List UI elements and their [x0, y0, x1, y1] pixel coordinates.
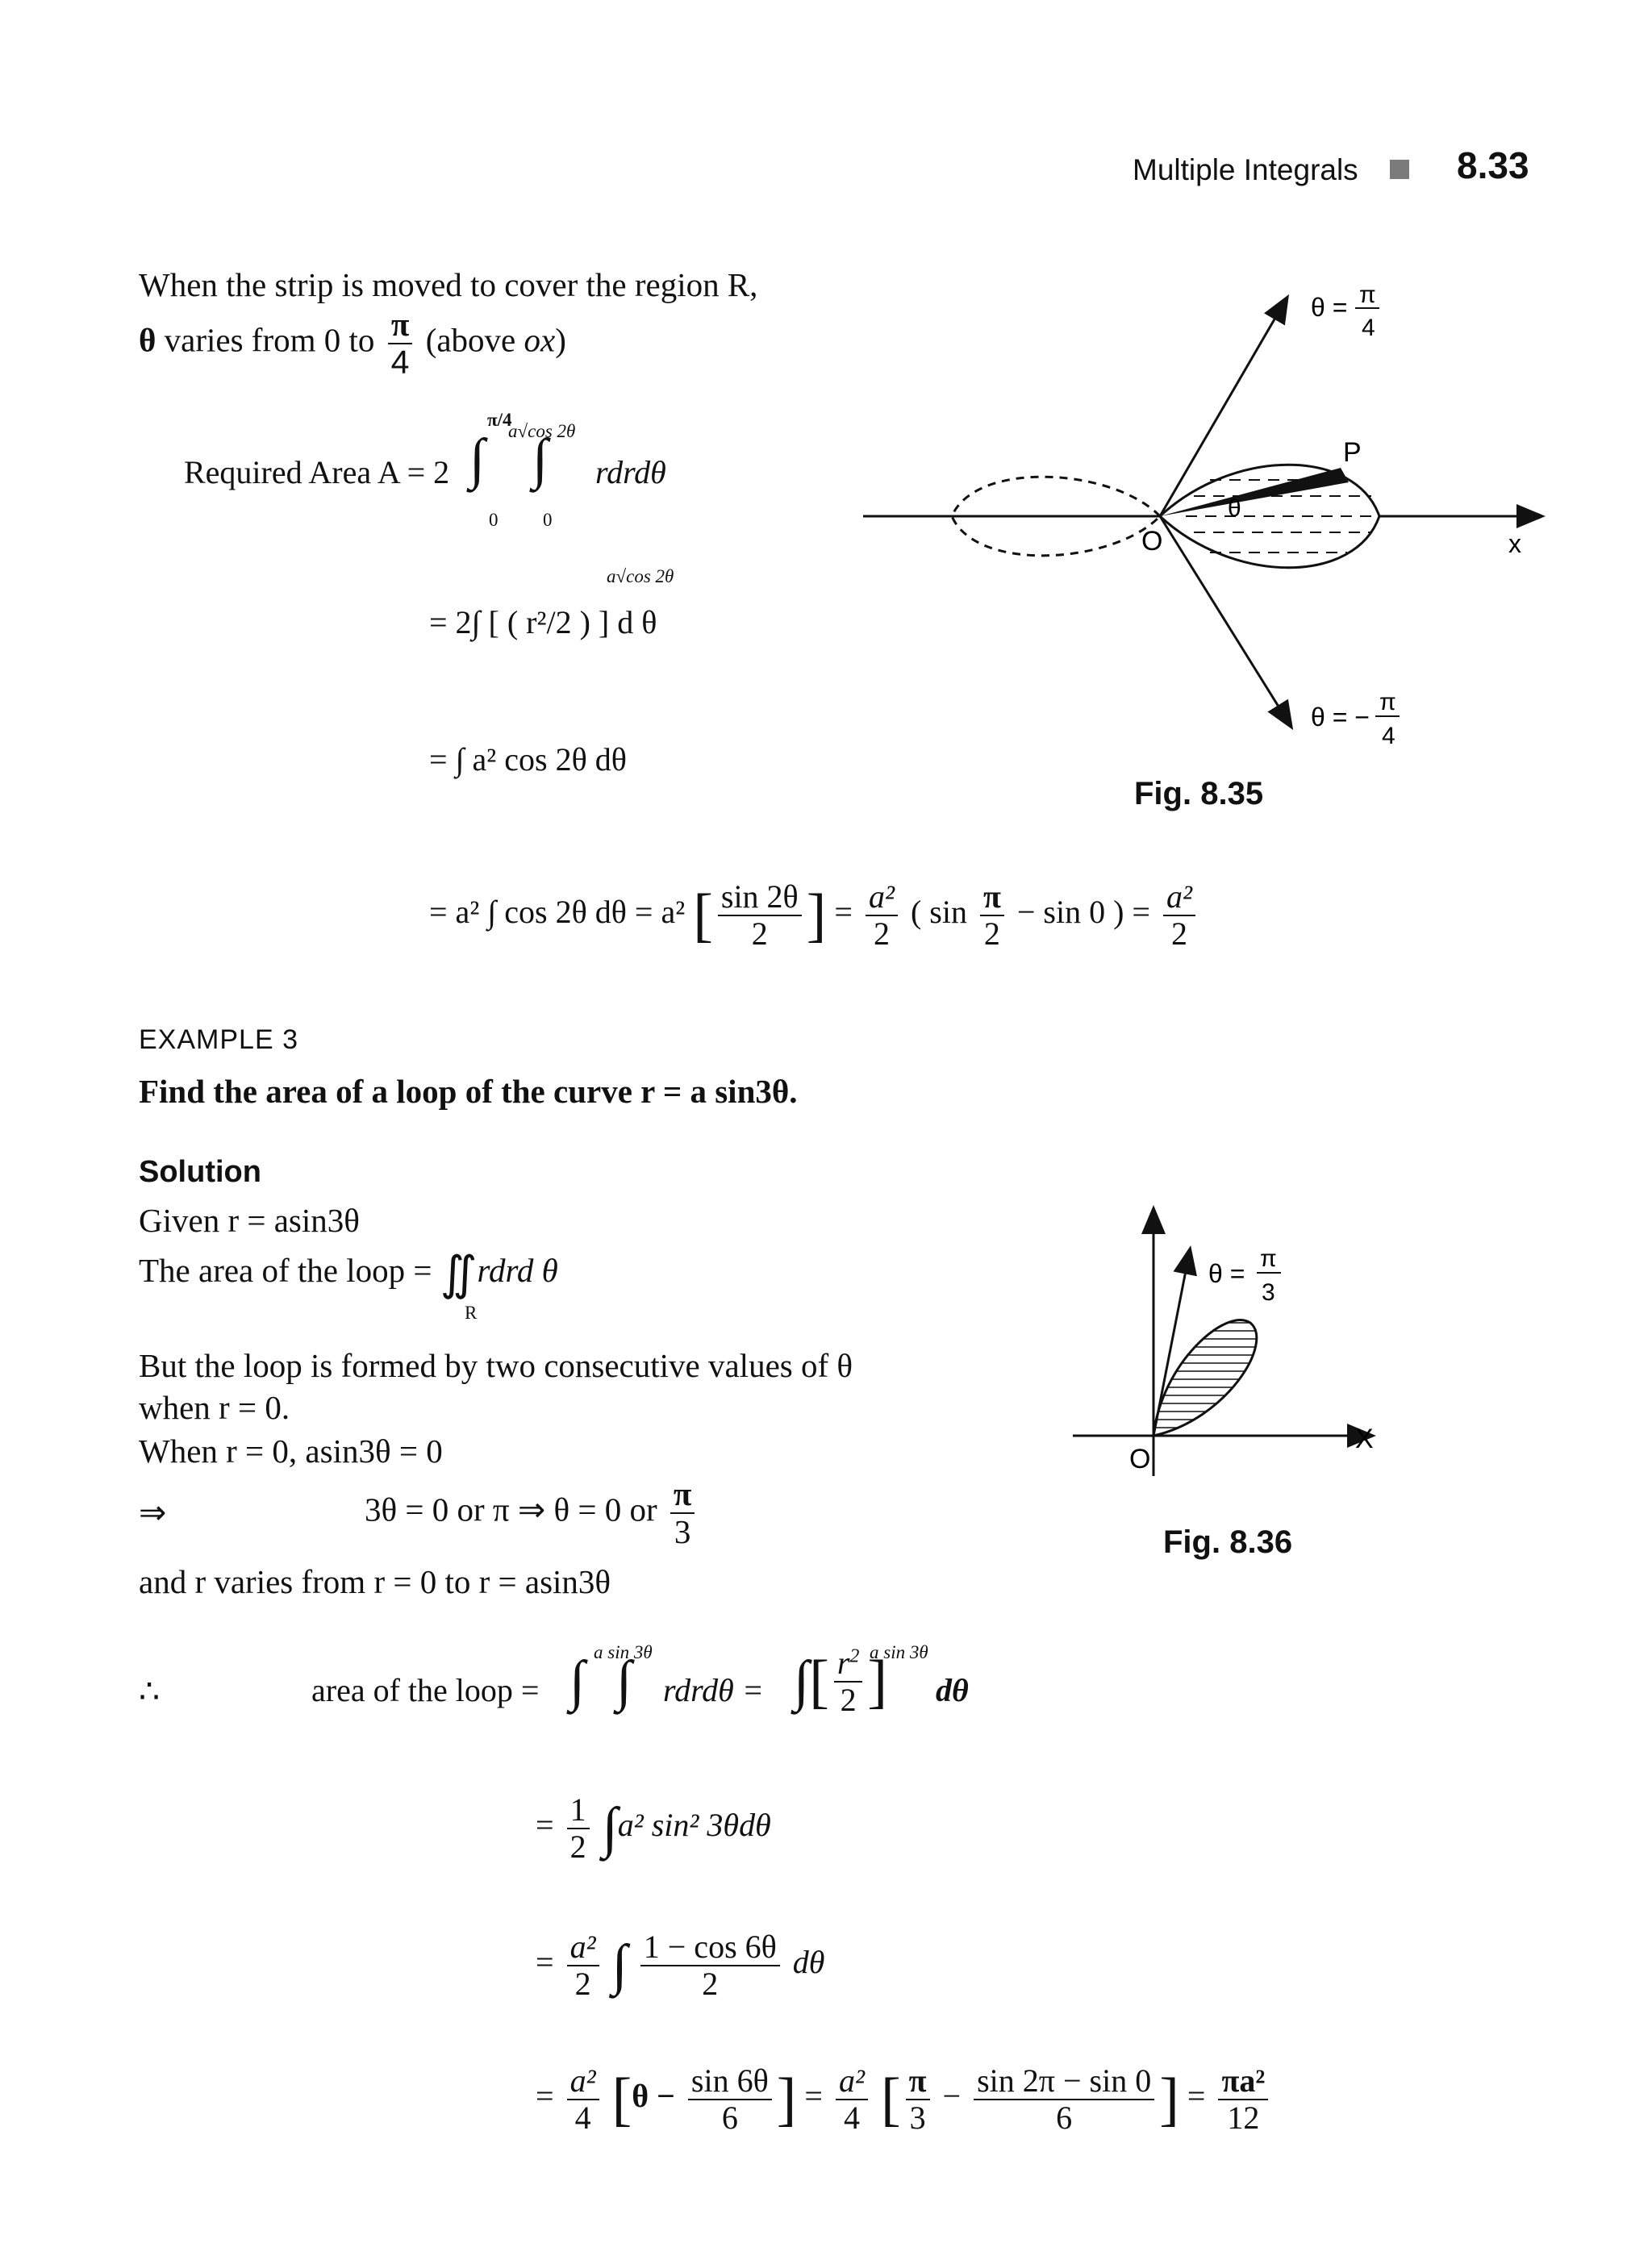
loop-area-region: R: [465, 1303, 478, 1323]
petal: [1153, 1320, 1257, 1436]
example-heading: EXAMPLE 3: [139, 1024, 298, 1055]
header-marker: [1390, 160, 1409, 179]
intro-line-2: θ varies from 0 to $\frac{\pi}{4}$ (above ox): [139, 306, 566, 382]
sol-step-4: = $\frac{\text{a²}}{4}$ [θ − $\frac{\sin 6\theta}{6}$ ] = $\frac{\text{a²}}{4}$ [ $\frac{\pi}{3}$ − $\frac{\sin 2\pi - \sin 0}{6}$ ] = $\frac{\text{πa²}}{12}$: [536, 2063, 1273, 2136]
formed-line-1: But the loop is formed by two consecutive values of θ: [139, 1347, 853, 1384]
sol-step-2: = $\frac{1}{2}$ ∫a² sin² 3θdθ: [536, 1791, 771, 1865]
intro-line-1: When the strip is moved to cover the region R,: [139, 266, 758, 303]
label-x: x: [1508, 529, 1521, 558]
label-pi: π: [1260, 1245, 1277, 1272]
formed-line-2: when r = 0.: [139, 1389, 290, 1426]
label-3: 3: [1262, 1279, 1275, 1306]
step-2: = 2∫ [ ( r²/2 ) ] d θ: [429, 604, 657, 640]
loop-area-line: The area of the loop = ∬rdrd θ: [139, 1247, 558, 1300]
step-3: = ∫ a² cos 2θ dθ: [429, 741, 627, 778]
label-pi-top: π: [1359, 281, 1376, 308]
integral-sign-inner: ∫: [532, 428, 549, 490]
area-loop-label: area of the loop =: [311, 1672, 540, 1708]
label-4-top: 4: [1362, 315, 1375, 341]
required-area-label: Required Area A = 2: [184, 454, 450, 490]
sol-step-3: = $\frac{\text{a²}}{2}$ ∫ $\frac{1 - \cos 6\theta}{2}$ dθ: [536, 1929, 825, 2002]
ray-pi-3: [1153, 1250, 1190, 1436]
varies-line: and r varies from r = 0 to r = asin3θ: [139, 1563, 611, 1600]
area-bracket: ∫[ $\frac{r^2}{2}$ ]: [794, 1645, 888, 1718]
lower-limit: 0: [489, 510, 499, 530]
integrand: rdrdθ: [595, 454, 666, 490]
upper-limit-inner: a√cos 2θ: [508, 421, 576, 441]
lower-limit-inner: 0: [543, 510, 553, 530]
label-theta: θ =: [1208, 1259, 1245, 1288]
area-rhs: rdrdθ =: [663, 1672, 764, 1708]
running-header: Multiple Integrals: [1133, 153, 1358, 186]
label-O: O: [1129, 1444, 1151, 1474]
label-P: P: [1343, 437, 1362, 468]
figure-8-35: [855, 274, 1549, 758]
page-number: 8.33: [1457, 144, 1529, 186]
step-4: = a² ∫ cos 2θ dθ = a² [ $\frac{\sin 2\theta}{2}$ ] = $\frac{\text{a²}}{2}$ ( sin $\frac{\pi}{2}$ − sin 0 ) = $\frac{\text{a²}}{2}$: [429, 879, 1200, 952]
label-pi-bottom: π: [1379, 689, 1396, 715]
step-2-upper: a√cos 2θ: [607, 566, 674, 586]
label-theta: θ: [1228, 495, 1241, 522]
fig-8-36-caption: Fig. 8.36: [1163, 1524, 1293, 1560]
area-integral-inner: ∫: [616, 1650, 632, 1712]
integral-sign: ∫: [469, 428, 486, 490]
figure-8-36: [1065, 1202, 1404, 1508]
area-upper-inner: a sin 3θ: [594, 1642, 653, 1662]
implies-symbol: ⇒: [139, 1494, 167, 1531]
label-theta-top: θ =: [1311, 293, 1348, 322]
label-4-bottom: 4: [1382, 723, 1395, 749]
solution-heading: Solution: [139, 1155, 261, 1189]
label-X: X: [1355, 1424, 1374, 1454]
area-d-theta: dθ: [936, 1672, 969, 1708]
therefore-symbol: ∴: [139, 1673, 161, 1710]
example-statement: Find the area of a loop of the curve r = a sin3θ.: [139, 1073, 798, 1110]
when-line: When r = 0, asin3θ = 0: [139, 1432, 443, 1470]
area-bracket-upper: a sin 3θ: [870, 1642, 928, 1662]
upper-limit: π/4: [487, 410, 512, 430]
given-line: Given r = asin3θ: [139, 1202, 360, 1239]
label-O: O: [1141, 526, 1163, 557]
theta-solution-line: 3θ = 0 or π ⇒ θ = 0 or $\frac{\pi}{3}$: [365, 1476, 699, 1550]
fig-8-35-caption: Fig. 8.35: [1134, 776, 1264, 811]
label-theta-bottom: θ = −: [1311, 703, 1370, 732]
area-integral-outer: ∫: [569, 1650, 586, 1712]
